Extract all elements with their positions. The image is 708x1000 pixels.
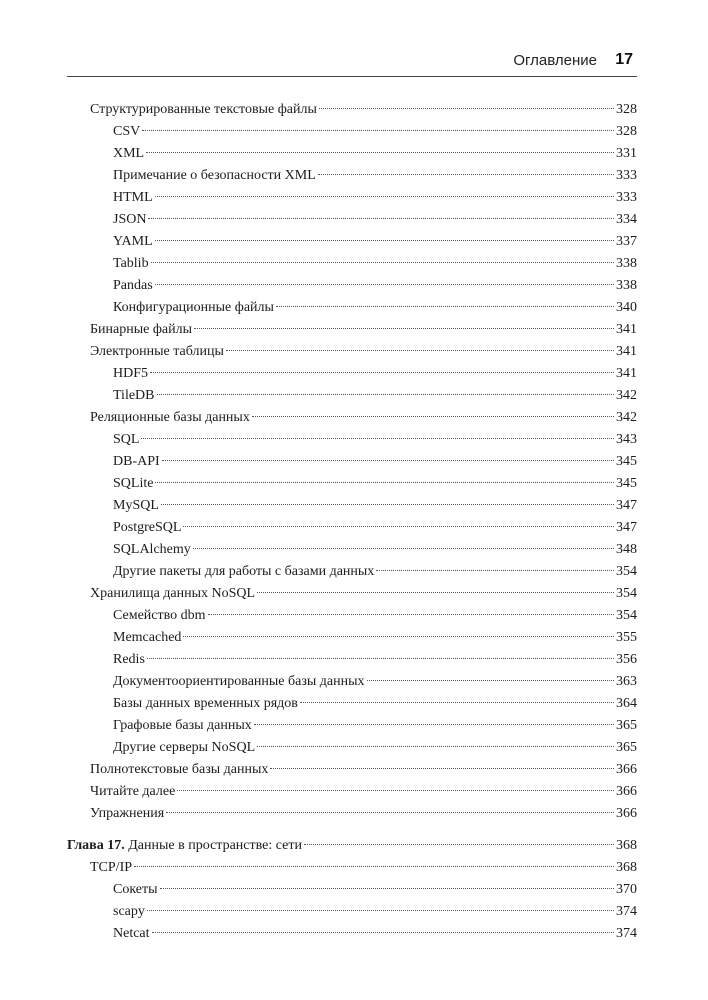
toc-entry-page: 354 — [616, 608, 637, 623]
toc-entry[interactable] — [90, 99, 637, 121]
toc-entry-title: Электронные таблицы — [90, 344, 224, 359]
toc-entry-title: CSV — [113, 124, 141, 139]
dot-leader — [193, 548, 614, 549]
dot-leader — [300, 702, 614, 703]
toc-entry[interactable] — [113, 901, 637, 923]
toc-entry-title: Memcached — [113, 630, 182, 645]
dot-leader — [147, 658, 614, 659]
toc-entry-page: 345 — [616, 476, 637, 491]
toc-entry-page: 331 — [616, 146, 637, 161]
dot-leader — [152, 932, 614, 933]
toc-entry-page: 328 — [616, 124, 637, 139]
toc-entry-page: 365 — [616, 718, 637, 733]
toc-entry[interactable] — [113, 429, 637, 451]
toc-entry[interactable] — [113, 121, 637, 143]
dot-leader — [252, 416, 614, 417]
toc-entry[interactable] — [90, 781, 637, 803]
toc-entry-page: 366 — [616, 762, 637, 777]
toc-entry-page: 366 — [616, 784, 637, 799]
dot-leader — [162, 460, 614, 461]
dot-leader — [254, 724, 614, 725]
toc-entry-page: 365 — [616, 740, 637, 755]
toc-entry-title: TileDB — [113, 388, 155, 403]
dot-leader — [146, 152, 614, 153]
toc-entry-title: SQLAlchemy — [113, 542, 191, 557]
toc-entry[interactable] — [90, 583, 637, 605]
toc-entry-page: 347 — [616, 498, 637, 513]
toc-entry[interactable] — [113, 231, 637, 253]
toc-entry-title: PostgreSQL — [113, 520, 182, 535]
toc-entry-page: 368 — [616, 860, 637, 875]
toc-entry-title: Базы данных временных рядов — [113, 696, 298, 711]
toc-entry-title: XML — [113, 146, 145, 161]
toc-entry[interactable] — [113, 561, 637, 583]
toc-entry-page: 341 — [616, 366, 637, 381]
toc-entry[interactable] — [113, 715, 637, 737]
dot-leader — [270, 768, 614, 769]
toc-entry-title: Redis — [113, 652, 145, 667]
toc-entry[interactable] — [113, 649, 637, 671]
toc-entry-title: Pandas — [113, 278, 153, 293]
toc-entry-title: Другие пакеты для работы с базами данных — [113, 564, 375, 579]
toc-entry-page: 337 — [616, 234, 637, 249]
toc-entry-title: Конфигурационные файлы — [113, 300, 274, 315]
toc-entry-page: 348 — [616, 542, 637, 557]
toc-entry-title: TCP/IP — [90, 860, 133, 875]
toc-entry[interactable] — [113, 627, 637, 649]
dot-leader — [367, 680, 614, 681]
toc-entry[interactable] — [113, 923, 637, 945]
dot-leader — [134, 866, 614, 867]
toc-entry-page: 368 — [616, 838, 637, 853]
toc-entry-page: 342 — [616, 388, 637, 403]
chapter-name: Данные в пространстве: сети — [124, 838, 302, 853]
toc-chapter-title — [67, 835, 302, 857]
toc-entry-title: MySQL — [113, 498, 159, 513]
toc-entry[interactable] — [113, 693, 637, 715]
toc-entry-page: 374 — [616, 926, 637, 941]
dot-leader — [155, 196, 614, 197]
dot-leader — [166, 812, 614, 813]
toc-entry[interactable] — [90, 759, 637, 781]
toc-entry-page: 363 — [616, 674, 637, 689]
toc-entry-title: Читайте далее — [90, 784, 176, 799]
toc-entry-title: Сокеты — [113, 882, 158, 897]
toc-entry-page: 343 — [616, 432, 637, 447]
dot-leader — [177, 790, 614, 791]
dot-leader — [226, 350, 614, 351]
toc-entry-page: 328 — [616, 102, 637, 117]
chapter-number: Глава 17. — [67, 838, 125, 853]
toc-entry[interactable] — [113, 363, 637, 385]
toc-entry[interactable] — [90, 319, 637, 341]
dot-leader — [257, 592, 614, 593]
toc-entry[interactable] — [113, 473, 637, 495]
toc-entry-title: Другие серверы NoSQL — [113, 740, 256, 755]
toc-entry-title: scapy — [113, 904, 145, 919]
toc-entry[interactable] — [113, 451, 637, 473]
toc-entry-title: Упражнения — [90, 806, 165, 821]
toc-entry-page: 354 — [616, 586, 637, 601]
dot-leader — [160, 888, 614, 889]
toc-entry-page: 341 — [616, 322, 637, 337]
toc-entry-title: HDF5 — [113, 366, 149, 381]
toc-entry[interactable] — [90, 857, 637, 879]
toc-entry[interactable] — [90, 341, 637, 363]
toc-entry-title: Бинарные файлы — [90, 322, 193, 337]
dot-leader — [151, 262, 614, 263]
toc-entry-title: HTML — [113, 190, 153, 205]
toc-entry[interactable] — [113, 187, 637, 209]
toc-entry-title: Tablib — [113, 256, 149, 271]
toc-entry-page: 355 — [616, 630, 637, 645]
dot-leader — [257, 746, 614, 747]
dot-leader — [150, 372, 614, 373]
dot-leader — [183, 636, 614, 637]
toc-entry[interactable] — [113, 297, 637, 319]
toc-entry[interactable] — [113, 605, 637, 627]
toc-entry-page: 334 — [616, 212, 637, 227]
toc-entry-title: Семейство dbm — [113, 608, 206, 623]
toc-entry[interactable] — [113, 385, 637, 407]
dot-leader — [148, 218, 614, 219]
toc-entry-page: 354 — [616, 564, 637, 579]
toc-entry-page: 342 — [616, 410, 637, 425]
dot-leader — [208, 614, 614, 615]
toc-entry[interactable] — [113, 209, 637, 231]
toc-entry[interactable] — [113, 737, 637, 759]
toc-chapter-entry[interactable] — [67, 835, 637, 857]
dot-leader — [319, 108, 614, 109]
dot-leader — [155, 240, 614, 241]
dot-leader — [161, 504, 614, 505]
toc-entry-title: SQLite — [113, 476, 154, 491]
dot-leader — [304, 844, 614, 845]
toc-entry[interactable] — [113, 165, 637, 187]
dot-leader — [157, 394, 614, 395]
dot-leader — [376, 570, 614, 571]
toc-entry-page: 341 — [616, 344, 637, 359]
toc-entry-page: 364 — [616, 696, 637, 711]
toc-entry-page: 338 — [616, 278, 637, 293]
toc-entry-page: 356 — [616, 652, 637, 667]
toc-entry-page: 374 — [616, 904, 637, 919]
dot-leader — [155, 482, 614, 483]
toc-entry[interactable] — [90, 803, 637, 825]
dot-leader — [183, 526, 614, 527]
toc-entry-title: Полнотекстовые базы данных — [90, 762, 269, 777]
toc-entry-page: 347 — [616, 520, 637, 535]
toc-entry[interactable] — [113, 517, 637, 539]
toc-entry-page: 345 — [616, 454, 637, 469]
dot-leader — [141, 438, 614, 439]
dot-leader — [155, 284, 614, 285]
toc-entry-title: Примечание о безопасности XML — [113, 168, 316, 183]
toc-entry[interactable] — [113, 879, 637, 901]
toc-entry-title: Реляционные базы данных — [90, 410, 250, 425]
dot-leader — [142, 130, 614, 131]
toc-entry[interactable] — [113, 275, 637, 297]
toc-entry[interactable] — [90, 407, 637, 429]
running-header-title: Оглавление — [513, 52, 597, 69]
dot-leader — [194, 328, 614, 329]
running-header-page-number: 17 — [615, 51, 633, 68]
toc-entry-title: SQL — [113, 432, 140, 447]
dot-leader — [147, 910, 614, 911]
toc-entry-page: 338 — [616, 256, 637, 271]
toc-entry-title: Графовые базы данных — [113, 718, 252, 733]
toc-entry-title: Netcat — [113, 926, 150, 941]
toc-entry-title: Хранилища данных NoSQL — [90, 586, 256, 601]
toc-entry[interactable] — [113, 495, 637, 517]
toc-entry[interactable] — [113, 253, 637, 275]
toc-entry[interactable] — [113, 143, 637, 165]
toc-entry-title: Структурированные текстовые файлы — [90, 102, 317, 117]
toc-entry-title: Документоориентированные базы данных — [113, 674, 365, 689]
toc-entry-page: 333 — [616, 168, 637, 183]
toc-entry[interactable] — [113, 539, 637, 561]
toc-entry-page: 340 — [616, 300, 637, 315]
toc-entry-page: 366 — [616, 806, 637, 821]
toc-entry-title: JSON — [113, 212, 147, 227]
toc-entry[interactable] — [113, 671, 637, 693]
toc-entry-page: 333 — [616, 190, 637, 205]
dot-leader — [276, 306, 614, 307]
toc-entry-title: YAML — [113, 234, 153, 249]
dot-leader — [318, 174, 614, 175]
toc-entry-page: 370 — [616, 882, 637, 897]
toc-entry-title: DB-API — [113, 454, 160, 469]
